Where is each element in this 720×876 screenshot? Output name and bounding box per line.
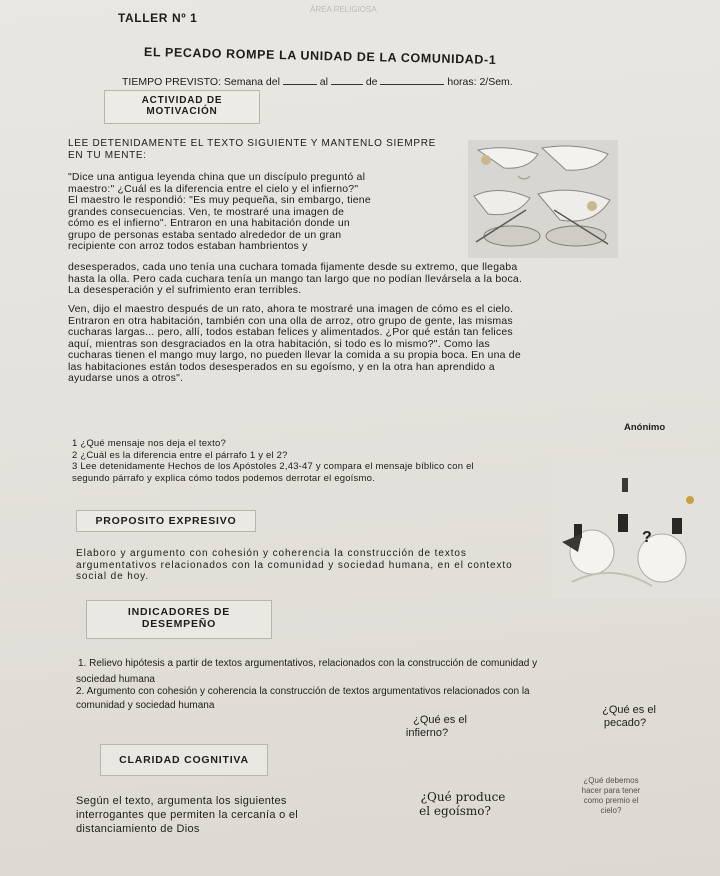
intro-line2: EN TU MENTE: xyxy=(68,149,147,161)
question-mark-icon: ? xyxy=(642,529,652,546)
story-line: hasta la olla. Pero cada cuchara tenía un mango tan largo que no podían llevársela a la boca. xyxy=(68,272,523,285)
story-line: las habitaciones están todos desesperados en su egoísmo, y en la otra han aprendido a xyxy=(68,360,495,373)
intro-text xyxy=(68,138,436,161)
activity-line2: MOTIVACIÓN xyxy=(146,106,218,117)
indicadores-heading-line2: DESEMPEÑO xyxy=(141,618,217,630)
question-item: segundo párrafo y explica cómo todos podemos derrotar el egoísmo. xyxy=(72,472,375,484)
question-people-illustration xyxy=(552,462,720,598)
claridad-heading: CLARIDAD COGNITIVA xyxy=(100,744,268,776)
question-premio-line: hacer para tener xyxy=(581,786,641,795)
blank-de[interactable] xyxy=(380,84,444,85)
question-item: 3 Lee detenidamente Hechos de los Apóstoles 2,43-47 y compara el mensaje bíblico con el xyxy=(72,461,474,472)
question-infierno xyxy=(400,714,480,740)
story-line: cucharas largas... pero, allí, todos estaban felices y alimentados. ¿Por qué están tan felices xyxy=(68,326,513,338)
al-label: al xyxy=(319,76,328,88)
question-premio-cielo xyxy=(570,776,652,816)
story-line: grandes consecuencias. Ven, te mostraré una imagen de xyxy=(68,205,345,218)
question-premio-line: como premio el xyxy=(583,796,639,805)
story-line: maestro:" ¿Cuál es la diferencia entre el cielo y el infierno?" xyxy=(68,182,359,195)
question-item: 2 ¿Cuál es la diferencia entre el párrafo 1 y el 2? xyxy=(72,449,288,461)
story-line: Entraron en otra habitación, también con una olla de arroz, otro grupo de gente, las mismas xyxy=(68,314,513,327)
story-line: recipiente con arroz todos estaban hambrientos y xyxy=(68,240,308,252)
horas-label: horas: 2/Sem. xyxy=(447,76,513,88)
proposito-line: argumentativos relacionados con la comunidad y sociedad humana, en el contexto xyxy=(76,559,513,571)
proposito-line: social de hoy. xyxy=(76,571,150,582)
indicador-1a: 1. Relievo hipótesis a partir de textos argumentativos, relacionados con la construcción de comunidad y xyxy=(78,658,538,669)
question-premio-line: cielo? xyxy=(600,806,622,815)
indicadores-heading-line1: INDICADORES DE xyxy=(127,606,231,618)
claridad-prompt-line: distanciamiento de Dios xyxy=(76,823,200,835)
proposito-text xyxy=(76,548,513,583)
question-infierno-line2: infierno? xyxy=(405,727,449,739)
activity-box xyxy=(104,90,260,124)
question-infierno-line1: ¿Qué es el xyxy=(413,714,467,726)
question-pecado-line2: pecado? xyxy=(603,717,647,729)
questions-list xyxy=(72,438,474,484)
faded-stamp: ÁREA RELIGIOSA xyxy=(310,5,377,14)
de-label: de xyxy=(365,76,378,88)
indicador-2b: comunidad y sociedad humana xyxy=(76,700,215,711)
story-line: ayudarse unos a otros". xyxy=(68,372,184,384)
question-pecado xyxy=(590,704,668,730)
story-line: cómo es el infierno". Entraron en una habitación donde un xyxy=(68,217,350,229)
question-premio-line: ¿Qué debemos xyxy=(583,776,639,785)
story-paragraph2 xyxy=(68,304,521,385)
story-line: grupo de personas estaba sentado alrededor de un gran xyxy=(68,228,342,241)
story-line: El maestro le respondió: "Es muy pequeña, sin embargo, tiene xyxy=(68,194,371,206)
story-line: La desesperación y el sufrimiento eran terribles. xyxy=(68,284,302,296)
taller-number: TALLER Nº 1 xyxy=(118,11,198,25)
tiempo-previsto-line xyxy=(122,76,513,88)
intro-line1: LEE DETENIDAMENTE EL TEXTO SIGUIENTE Y MANTENLO SIEMPRE xyxy=(68,138,437,149)
spoons-illustration xyxy=(468,140,618,258)
claridad-prompt xyxy=(76,794,298,836)
question-egoismo xyxy=(400,790,510,818)
indicador-1b: sociedad humana xyxy=(76,674,155,685)
claridad-prompt-line: Según el texto, argumenta los siguientes xyxy=(76,795,287,807)
activity-line1: ACTIVIDAD DE xyxy=(141,95,223,106)
story-line: desesperados, cada uno tenía una cuchara tomada fijamente desde su extremo, que llegaba xyxy=(68,261,518,273)
question-item: 1 ¿Qué mensaje nos deja el texto? xyxy=(72,438,226,449)
story-author: Anónimo xyxy=(624,422,666,433)
page-title: EL PECADO ROMPE LA UNIDAD DE LA COMUNIDAD-1 xyxy=(143,45,497,67)
proposito-line: Elaboro y argumento con cohesión y coherencia la construcción de textos xyxy=(76,548,467,559)
question-egoismo-line2: el egoísmo? xyxy=(419,804,491,818)
blank-semana[interactable] xyxy=(283,84,317,85)
indicadores-heading xyxy=(86,600,272,639)
question-pecado-line1: ¿Qué es el xyxy=(602,704,656,716)
claridad-prompt-line: interrogantes que permiten la cercanía o el xyxy=(76,809,299,821)
proposito-heading: PROPOSITO EXPRESIVO xyxy=(76,510,256,532)
story-line: aquí, mientras son desgraciados en la otra habitación, si todo es lo mismo?". Como las xyxy=(68,337,490,350)
question-egoismo-line1: ¿Qué produce xyxy=(420,790,506,804)
blank-al[interactable] xyxy=(331,84,363,85)
story-line: "Dice una antigua leyenda china que un discípulo preguntó al xyxy=(68,171,366,183)
story-paragraph1-top xyxy=(68,172,371,253)
story-paragraph1-bottom xyxy=(68,262,522,297)
story-line: cucharas tienen el mango muy largo, no pueden llevar la comida a su propia boca. En una de xyxy=(68,349,521,361)
indicador-2a: 2. Argumento con cohesión y coherencia la construcción de textos argumentativos relacionados con la xyxy=(76,686,530,697)
tiempo-label: TIEMPO PREVISTO: Semana del xyxy=(122,76,280,88)
story-line: Ven, dijo el maestro después de un rato, ahora te mostraré una imagen de cómo es el cielo. xyxy=(68,303,514,315)
